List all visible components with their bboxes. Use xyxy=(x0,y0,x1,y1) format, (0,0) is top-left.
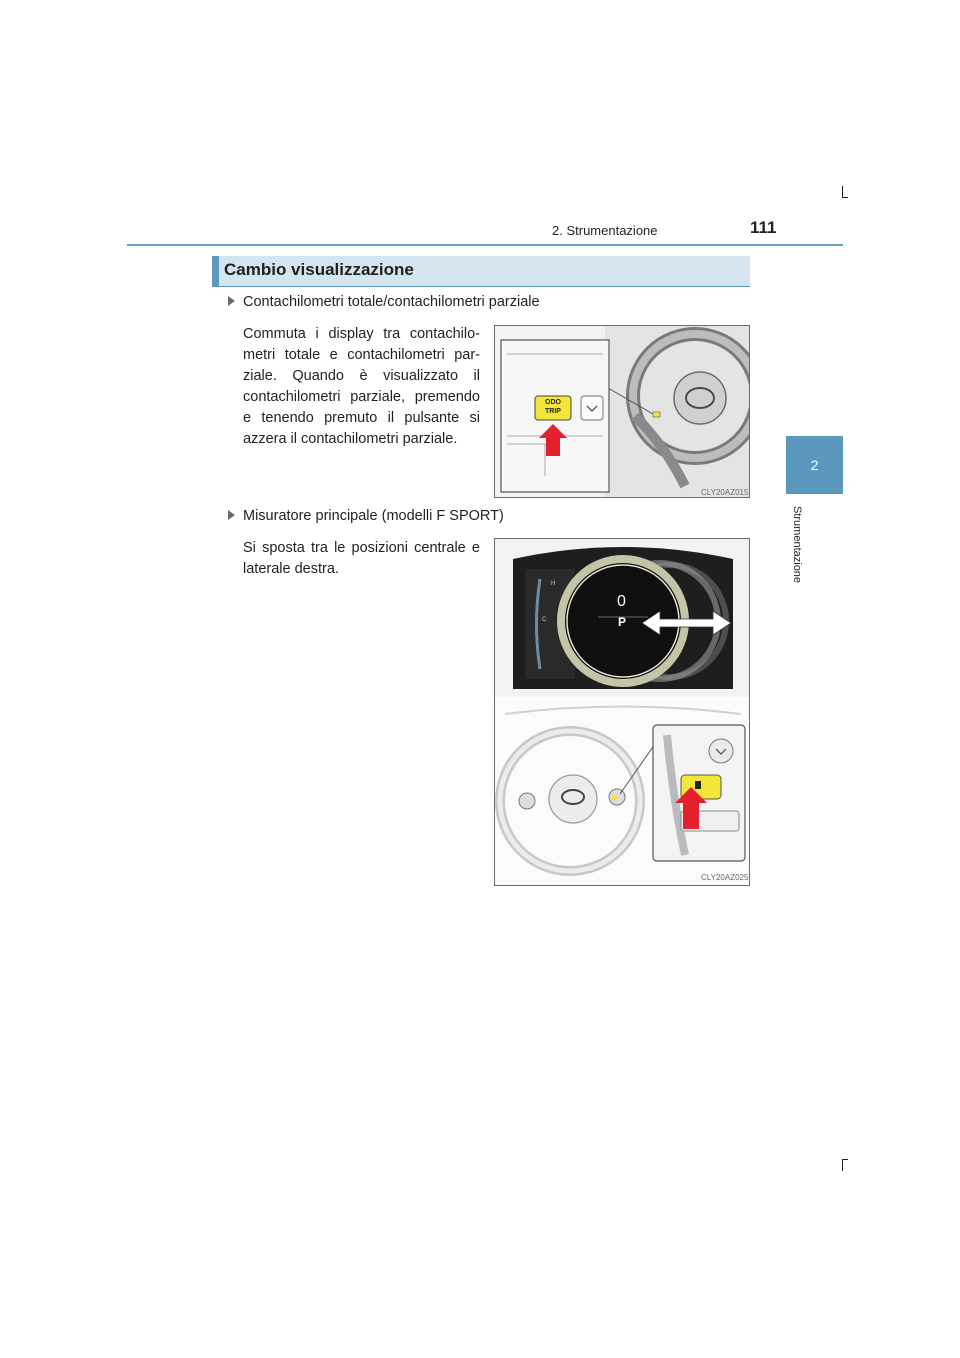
figure-code: CLY20AZ015 xyxy=(701,488,749,497)
item-heading xyxy=(228,294,540,310)
figure-code: CLY20AZ025 xyxy=(701,873,749,882)
button-label-trip: TRIP xyxy=(545,408,561,415)
odo-trip-illustration xyxy=(495,326,750,498)
page-number: 111 xyxy=(750,218,777,237)
crop-mark-bottom xyxy=(842,1159,843,1171)
header-rule xyxy=(127,244,843,246)
figure-odo-trip-button xyxy=(494,325,750,498)
item-body: Commuta i display tra contachilo-metri totale e contachilometri par-ziale. Quando è visualizzato il contachilometri parziale, premendo e tenendo premuto il pulsante si azzera il contachilometri parziale. xyxy=(243,326,480,447)
item-heading-text: Misuratore principale (modelli F SPORT) xyxy=(243,508,504,524)
item-body: Si sposta tra le posizioni centrale e laterale destra. xyxy=(243,540,480,577)
gauge-gear-indicator: P xyxy=(618,615,627,629)
crop-mark-bottom-tick xyxy=(842,1159,848,1160)
chapter-tab-number: 2 xyxy=(810,457,819,473)
temp-high-label: H xyxy=(551,581,556,587)
button-label-odo: ODO xyxy=(545,399,561,406)
running-header-section: 2. Strumentazione xyxy=(552,223,658,238)
bullet-triangle-icon xyxy=(228,510,235,520)
item-heading xyxy=(228,508,504,524)
main-gauge-illustration xyxy=(495,539,750,886)
section-title-rule xyxy=(212,286,750,287)
bullet-triangle-icon xyxy=(228,296,235,306)
temp-cold-label: C xyxy=(542,617,547,623)
figure-main-gauge xyxy=(494,538,750,886)
item-heading-text: Contachilometri totale/contachilometri parziale xyxy=(243,294,540,310)
gauge-speed-readout: 0 xyxy=(617,593,626,610)
chapter-tab-label: Strumentazione xyxy=(791,506,803,584)
section-title: Cambio visualizzazione xyxy=(224,260,414,279)
crop-mark-top-tick xyxy=(842,197,848,198)
